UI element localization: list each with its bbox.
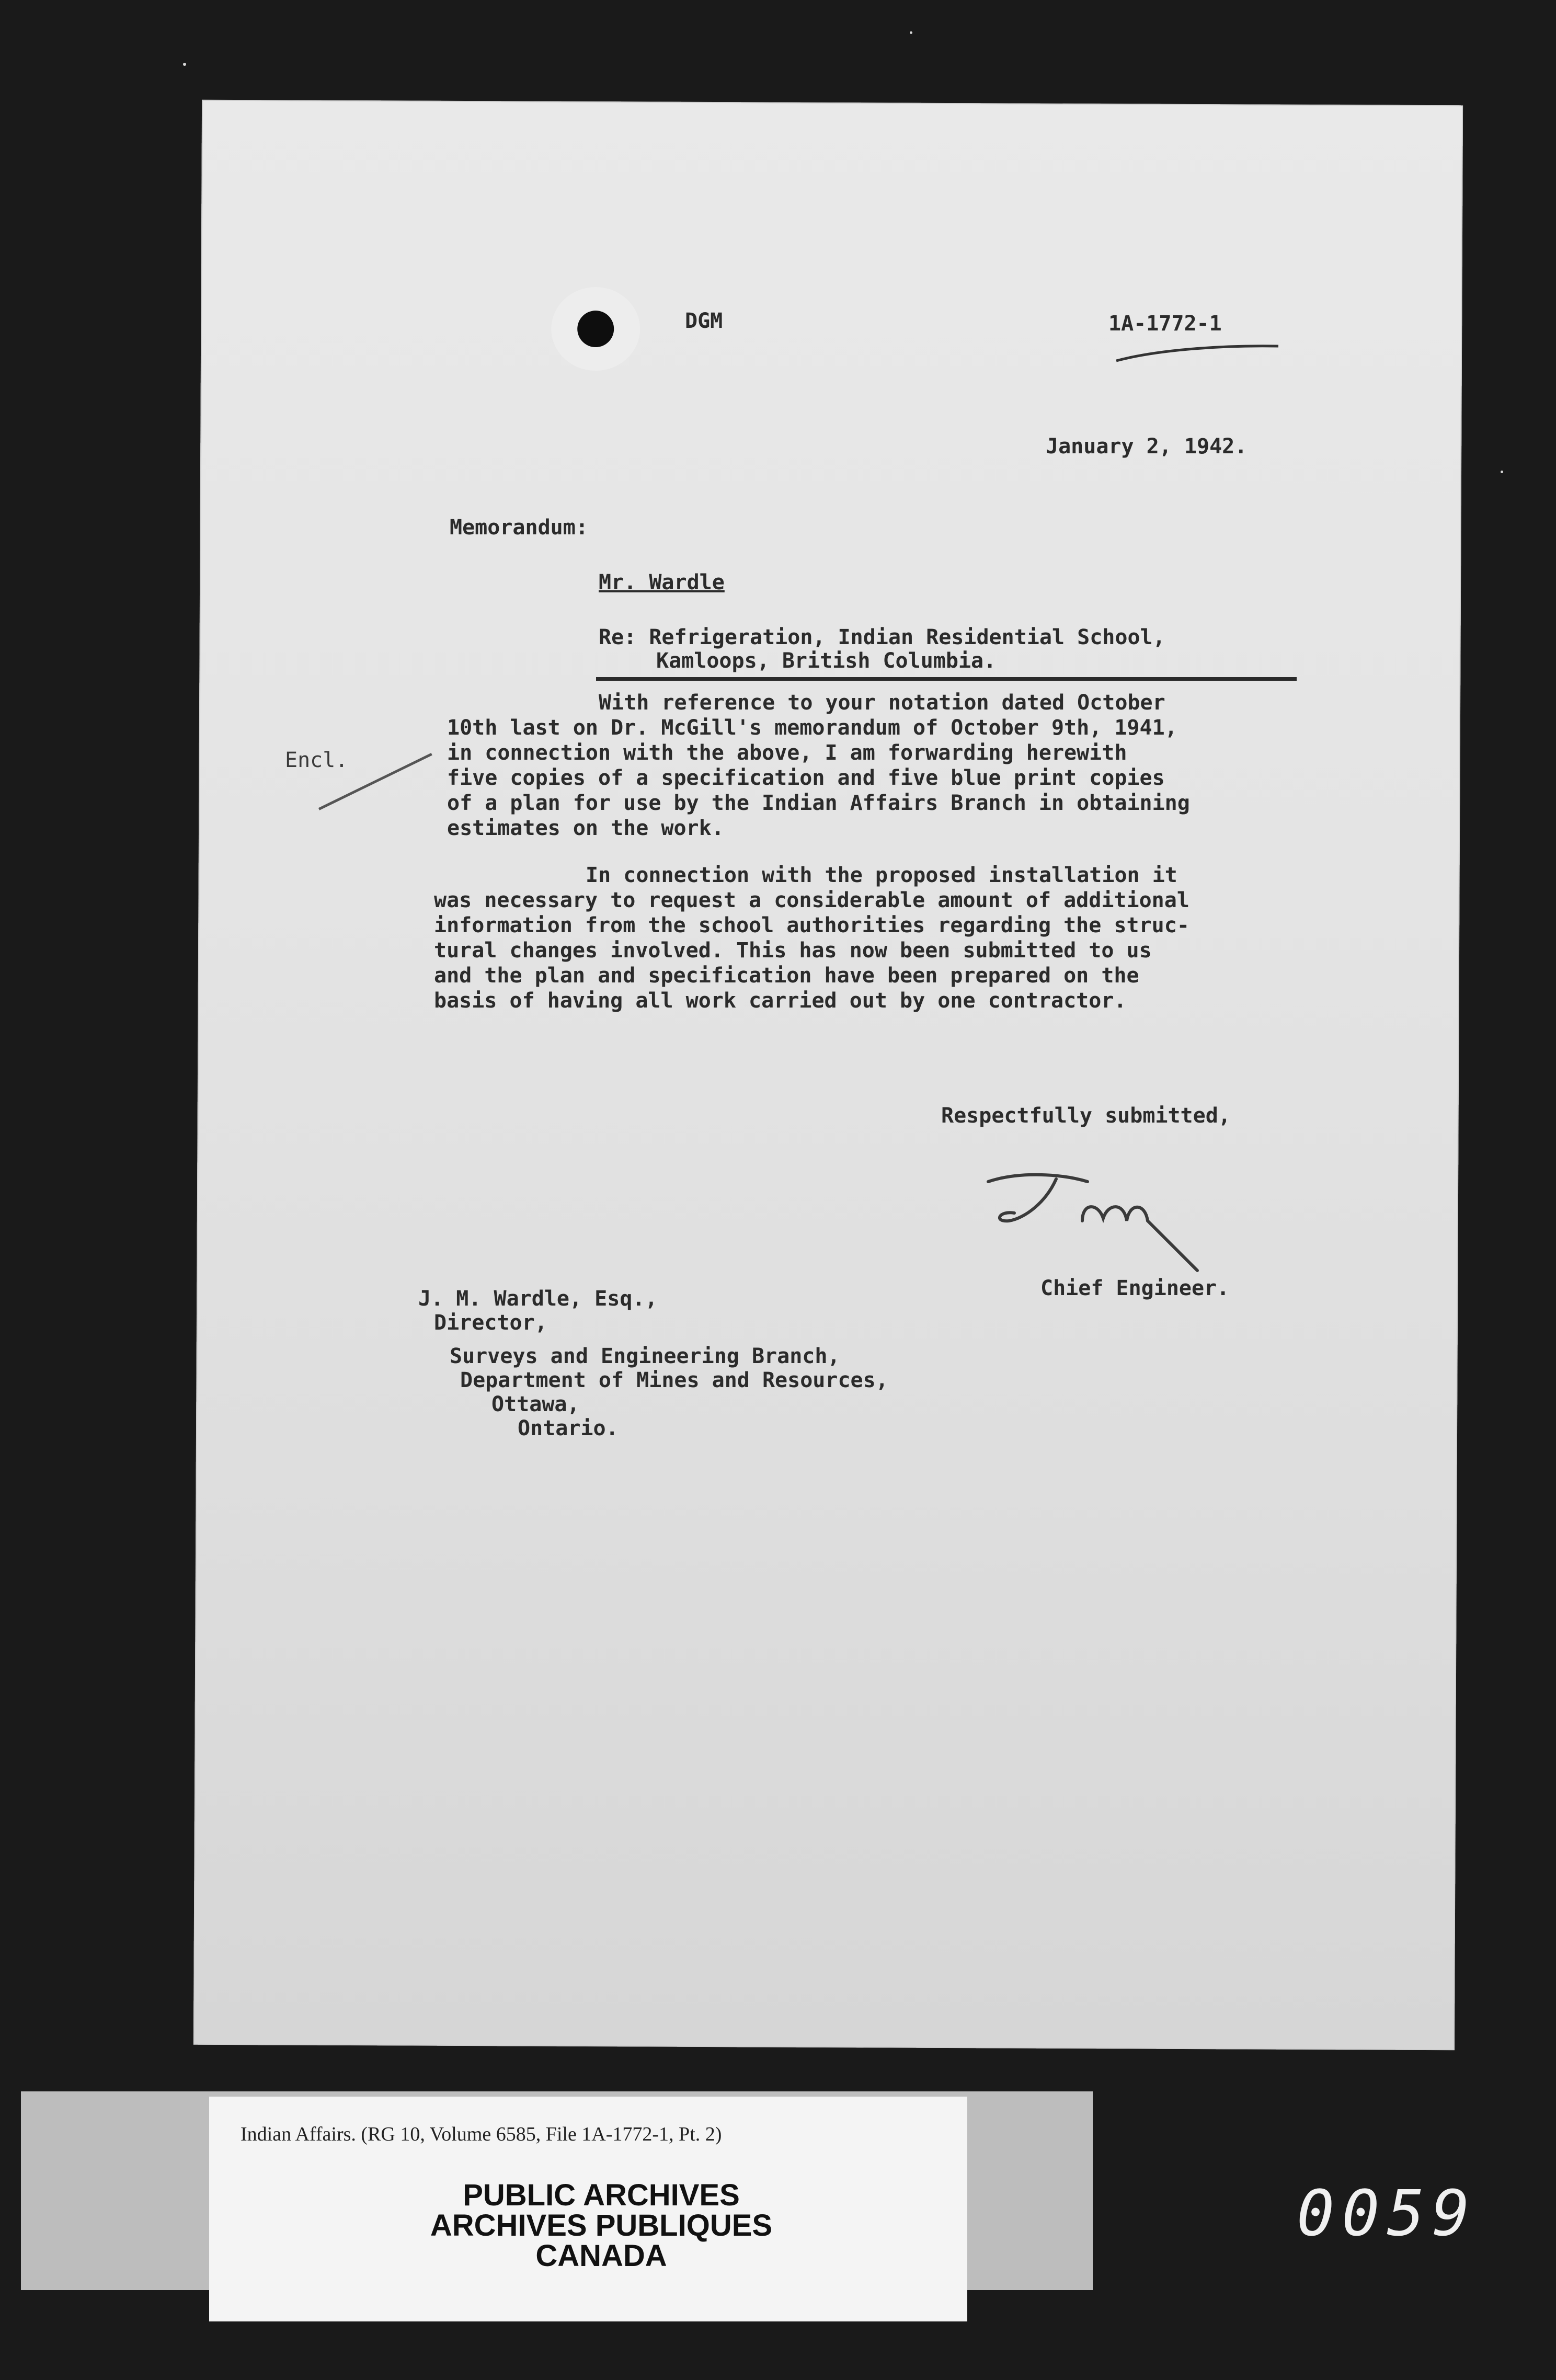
para2-line: and the plan and specification have been prepared on the	[434, 964, 1139, 988]
para2-line: was necessary to request a considerable amount of additional	[434, 888, 1189, 912]
archives-line-3: CANADA	[535, 2239, 667, 2273]
para1-line: With reference to your notation dated October	[599, 691, 1165, 715]
para2-line: basis of having all work carried out by one contractor.	[434, 989, 1127, 1013]
address-line: Department of Mines and Resources,	[460, 1368, 888, 1392]
closing-salutation: Respectfully submitted,	[941, 1104, 1231, 1128]
para1-line: of a plan for use by the Indian Affairs Branch in obtaining	[447, 791, 1190, 815]
memo-recipient: Mr. Wardle	[599, 570, 725, 594]
frame-counter: 0059	[1297, 2178, 1477, 2250]
address-line: Ottawa,	[491, 1392, 580, 1416]
punch-hole	[577, 311, 614, 347]
archive-citation: Indian Affairs. (RG 10, Volume 6585, File 1A-1772-1, Pt. 2)	[241, 2123, 722, 2145]
file-reference: 1A-1772-1	[1108, 312, 1222, 336]
re-line-1: Re: Refrigeration, Indian Residential School,	[599, 625, 1165, 649]
handwritten-signature	[978, 1161, 1218, 1281]
para2-line: In connection with the proposed installation it	[586, 863, 1177, 887]
subject-rule	[596, 677, 1297, 681]
re-line-2: Kamloops, British Columbia.	[656, 649, 997, 673]
memo-page	[193, 100, 1463, 2050]
archives-line-1: PUBLIC ARCHIVES	[463, 2178, 740, 2212]
memo-heading: Memorandum:	[450, 516, 588, 540]
address-line: Surveys and Engineering Branch,	[450, 1344, 840, 1368]
para1-line: in connection with the above, I am forwarding herewith	[447, 741, 1127, 765]
archives-line-2: ARCHIVES PUBLIQUES	[430, 2209, 773, 2242]
para2-line: tural changes involved. This has now been submitted to us	[434, 939, 1152, 963]
file-ref-underline	[1114, 335, 1281, 366]
para1-line: 10th last on Dr. McGill's memorandum of October 9th, 1941,	[447, 716, 1177, 740]
film-speck	[183, 63, 186, 66]
signer-title: Chief Engineer.	[1040, 1276, 1230, 1300]
para1-line: estimates on the work.	[447, 816, 724, 840]
para1-line: five copies of a specification and five blue print copies	[447, 766, 1165, 790]
address-line: Ontario.	[518, 1416, 619, 1440]
address-line: Director,	[434, 1311, 547, 1335]
enclosure-note: Encl.	[285, 748, 348, 772]
address-line: J. M. Wardle, Esq.,	[418, 1287, 658, 1311]
memo-date: January 2, 1942.	[1046, 434, 1248, 459]
header-initials: DGM	[685, 309, 723, 333]
para2-line: information from the school authorities regarding the struc-	[434, 913, 1189, 937]
film-speck	[910, 31, 912, 34]
film-speck	[1501, 471, 1503, 473]
